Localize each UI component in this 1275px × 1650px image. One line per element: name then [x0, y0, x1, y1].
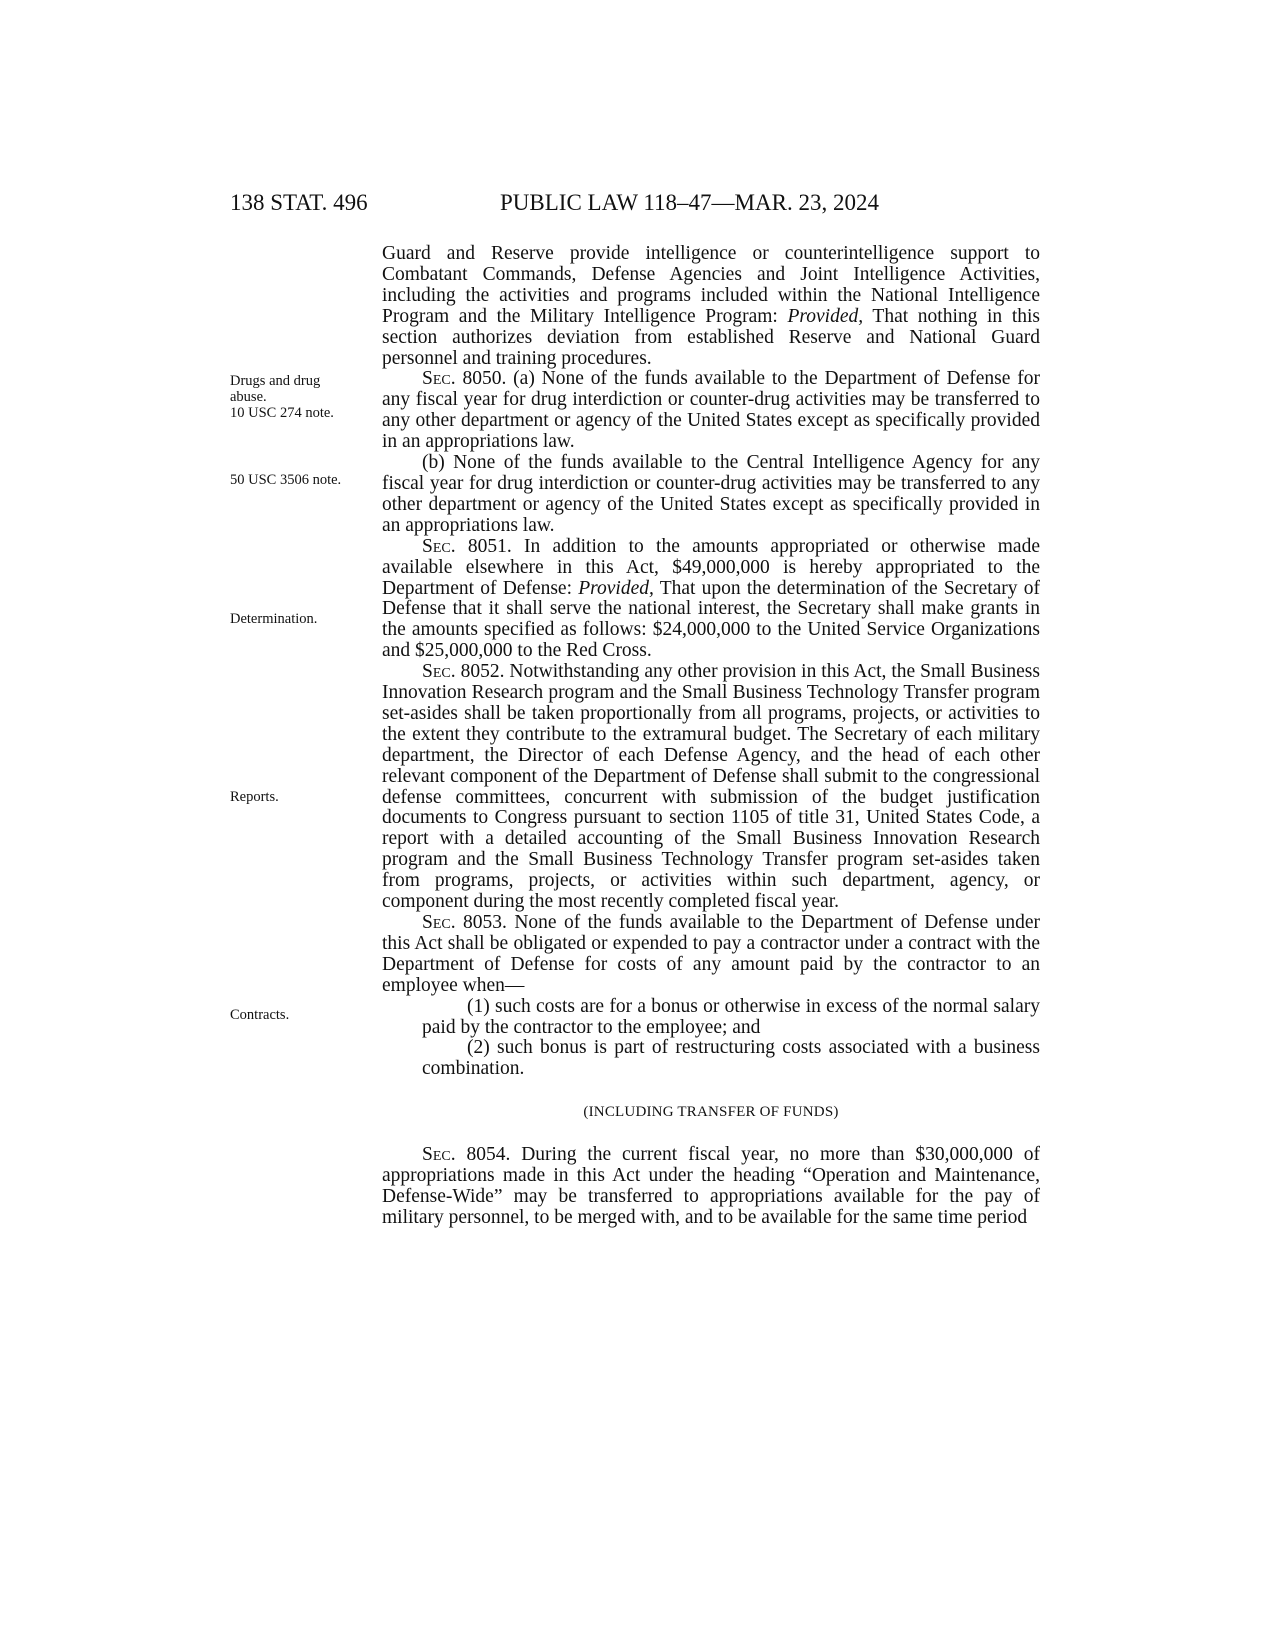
section-8053-paragraph-2: (2) such bonus is part of restructuring costs associated with a business combination.	[422, 1037, 1040, 1080]
margin-note-determination: Determination.	[230, 611, 318, 627]
stat-citation: 138 STAT. 496	[230, 190, 368, 215]
section-8053-paragraph-1: (1) such costs are for a bonus or otherwise in excess of the normal salary paid by the contractor to the employee; and	[422, 995, 1040, 1038]
main-text	[382, 244, 1040, 1229]
running-header	[230, 190, 1040, 224]
section-8050-b: (b) None of the funds available to the Central Intelligence Agency for any fiscal year for drug interdiction or counter-drug activities may be transferred to any other department or agency of the United States except as specifically provided in an appropriations law.	[382, 452, 1040, 536]
public-law-title: PUBLIC LAW 118–47—MAR. 23, 2024	[500, 190, 879, 215]
section-8051: Sec. 8051. In addition to the amounts appropriated or otherwise made available elsewhere in this Act, $49,000,000 is hereby appropriated to the Department of Defense: Provided, That upon the determination of the Secretary of Defense that it shall serve the national interest, the Secretary shall make grants in the amounts specified as follows: $24,000,000 to the United Service Organizations and $25,000,000 to the Red Cross.	[382, 535, 1041, 662]
section-8054: Sec. 8054. During the current fiscal year, no more than $30,000,000 of appropriations made in this Act under the heading “Operation and Maintenance, Defense-Wide” may be transferred to appropriations available for the pay of military personnel, to be merged with, and to be available for the same time period	[382, 1144, 1040, 1228]
margin-note-50-usc-3506: 50 USC 3506 note.	[230, 472, 342, 488]
section-8052: Sec. 8052. Notwithstanding any other provision in this Act, the Small Business Innovation Research program and the Small Business Technology Transfer program set-asides shall be taken proportionally from all programs, projects, or activities to the extent they contribute to the extramural budget. The Secretary of each military department, the Director of each Defense Agency, and the head of each other relevant component of the Department of Defense shall submit to the congressional defense committees, concurrent with submission of the budget justification documents to Congress pursuant to section 1105 of title 31, United States Code, a report with a detailed accounting of the Small Business Innovation Research program and the Small Business Technology Transfer program set-asides taken from programs, projects, or activities within such department, agency, or component during the most recently completed fiscal year.	[382, 661, 1040, 913]
margin-note-drugs-usc: 10 USC 274 note.	[230, 405, 334, 421]
section-8053: Sec. 8053. None of the funds available to the Department of Defense under this Act shall be obligated or expended to pay a contractor under a contract with the Department of Defense for costs of any amount paid by the contractor to an employee when—	[382, 912, 1040, 996]
margin-note-contracts: Contracts.	[230, 1007, 290, 1023]
continuation-paragraph: Guard and Reserve provide intelligence or counterintelligence support to Combatant Commands, Defense Agencies and Joint Intelligence Activities, including the activities and programs included within the National Intelligence Program and the Military Intelligence Program: Provided, That nothing in this section authorizes deviation from established Reserve and National Guard personnel and training procedures.	[382, 243, 1040, 369]
section-8050-a: Sec. 8050. (a) None of the funds available to the Department of Defense for any fiscal year for drug interdiction or counter-drug activities may be transferred to any other department or agency of the United States except as specifically provided in an appropriations law.	[382, 368, 1040, 453]
transfer-of-funds-heading: (INCLUDING TRANSFER OF FUNDS)	[583, 1104, 839, 1121]
margin-note-reports: Reports.	[230, 789, 279, 805]
margin-note-drugs-label: Drugs and drug abuse.	[230, 373, 321, 405]
margin-note-drugs	[230, 373, 358, 421]
